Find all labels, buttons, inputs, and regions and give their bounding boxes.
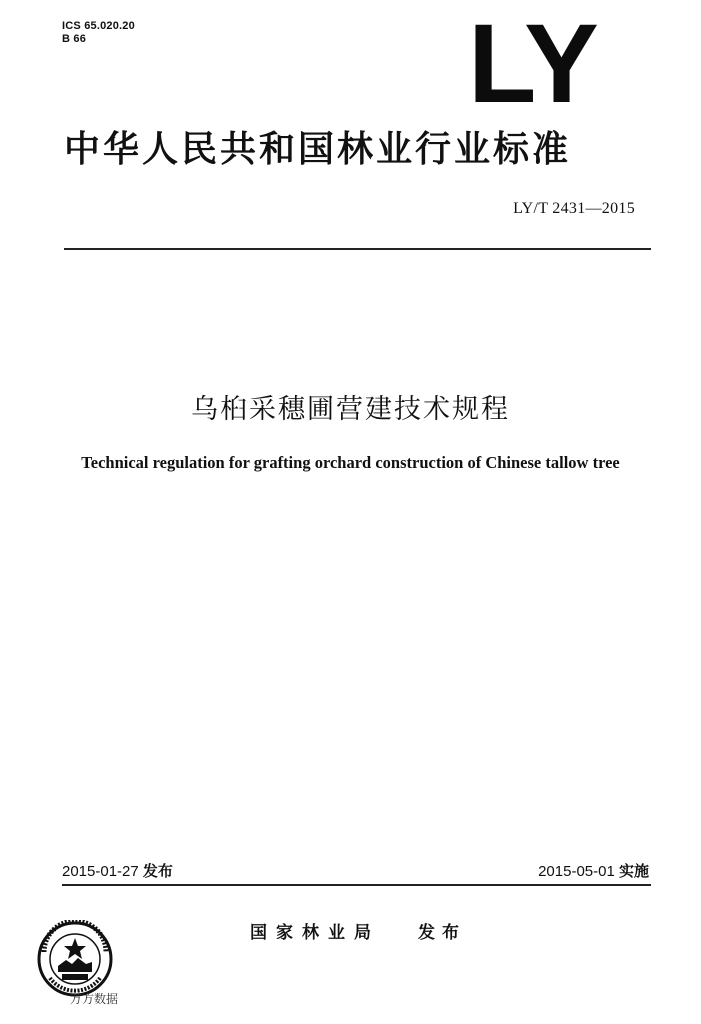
top-divider xyxy=(64,248,651,250)
issue-date-line xyxy=(62,862,173,881)
classification-codes xyxy=(62,20,135,46)
issuing-action: 发布 xyxy=(418,923,466,943)
document-title-chinese: 乌桕采穗圃营建技术规程 xyxy=(191,394,510,425)
library-seal-icon xyxy=(36,920,114,998)
implementation-date-line xyxy=(538,862,649,881)
watermark-text: 万方数据 xyxy=(70,992,119,1006)
ics-code: ICS 65.020.20 xyxy=(62,20,135,32)
implementation-word: 实施 xyxy=(618,862,649,880)
organization-title: 中华人民共和国林业行业标准 xyxy=(64,129,572,170)
implementation-date: 2015-05-01 xyxy=(538,863,615,880)
issue-date: 2015-01-27 xyxy=(62,863,139,880)
issue-word: 发布 xyxy=(142,862,173,880)
issuing-authority: 国家林业局 xyxy=(250,923,380,943)
bottom-divider xyxy=(62,884,651,886)
ly-standard-mark: LY xyxy=(468,1,597,126)
ccs-code: B 66 xyxy=(62,33,87,45)
standard-number: LY/T 2431—2015 xyxy=(513,200,635,217)
document-title-english: Technical regulation for grafting orchard construction of Chinese tallow tree xyxy=(81,453,620,472)
